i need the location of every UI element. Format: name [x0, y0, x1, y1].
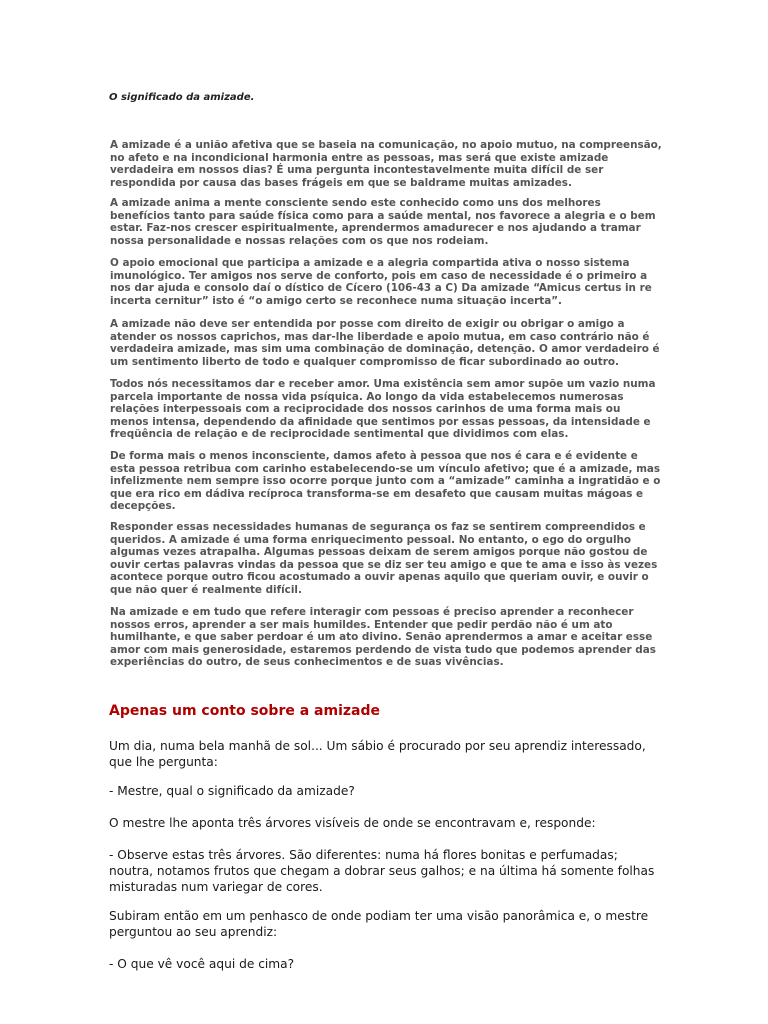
story-heading: Apenas um conto sobre a amizade	[109, 703, 380, 719]
paragraph-4: A amizade não deve ser entendida por posse com direito de exigir ou obrigar o amigo a atender os nossos caprichos, mas dar-lhe liberdade e apoio mutua, em caso contrário não é verdadeira amizade, mas sim uma combinação de dominação, detenção. O amor verdadeiro é um sentimento liberto de todo e qualquer compromisso de ficar subordinado ao outro.	[110, 318, 660, 368]
paragraph-1: A amizade é a união afetiva que se baseia na comunicação, no apoio mutuo, na compreensão, no afeto e na incondicional harmonia entre as pessoas, mas será que existe amizade verdadeira em nossos dias? É uma pergunta incontestavelmente muita difícil de ser respondida por causa das bases frágeis em que se baldrame muitas amizades.	[110, 139, 662, 189]
paragraph-3: O apoio emocional que participa a amizade e a alegria compartida ativa o nosso sistema imunológico. Ter amigos nos serve de conforto, pois em caso de necessidade é o primeiro a nos dar ajuda e consolo daí o dístico de Cícero (106-43 a C) Da amizade “Amicus certus in re incerta cernitur” isto é “o amigo certo se reconhece numa situação incerta”.	[110, 257, 652, 307]
story-paragraph-6: - O que vê você aqui de cima?	[109, 957, 295, 971]
story-paragraph-4: - Observe estas três árvores. São diferentes: numa há flores bonitas e perfumadas; noutra, notamos frutos que chegam a dobrar seus galhos; e na última há somente folhas misturadas num variegar de cores.	[109, 848, 655, 895]
paragraph-7: Responder essas necessidades humanas de segurança os faz se sentirem compreendidos e queridos. A amizade é uma forma enriquecimento pessoal. No entanto, o ego do orgulho algumas vezes atrapalha. Algumas pessoas deixam de serem amigos porque não gostou de ouvir certas palavras vindas da pessoa que se diz ser teu amigo e que te ama e isso às vezes acontece porque outro ficou acostumado a ouvir apenas aquilo que queriam ouvir, e ouvir o que não quer é realmente difícil.	[110, 521, 658, 596]
story-paragraph-3: O mestre lhe aponta três árvores visíveis de onde se encontravam e, responde:	[109, 816, 596, 830]
story-paragraph-2: - Mestre, qual o significado da amizade?	[109, 784, 355, 798]
paragraph-2: A amizade anima a mente consciente sendo este conhecido como uns dos melhores benefícios tanto para saúde física como para a saúde mental, nos favorece a alegria e o bem estar. Faz-nos crescer espiritualmente, aprendermos amadurecer e nos ajudando a tramar nossa personalidade e nossas relações com os que nos rodeiam.	[110, 197, 656, 247]
paragraph-5: Todos nós necessitamos dar e receber amor. Uma existência sem amor supõe um vazio numa parcela importante de nossa vida psíquica. Ao longo da vida estabelecemos numerosas relações interpessoais com a reciprocidade dos nossos carinhos de uma forma mais ou menos intensa, dependendo da afinidade que sentimos por essas pessoas, da intensidade e freqüência de relação e de reciprocidade sentimental que dividimos com elas.	[110, 378, 656, 441]
document-title: O significado da amizade.	[109, 92, 255, 103]
paragraph-6: De forma mais o menos inconsciente, damos afeto à pessoa que nos é cara e é evidente e esta pessoa retribua com carinho estabelecendo-se um vínculo afetivo; que é a amizade, mas infelizmente nem sempre isso ocorre porque junto com a “amizade” caminha a ingratidão e o que era rico em dádiva recíproca transforma-se em desafeto que causam muitas mágoas e decepções.	[110, 450, 661, 513]
paragraph-8: Na amizade e em tudo que refere interagir com pessoas é preciso aprender a reconhecer nossos erros, aprender a ser mais humildes. Entender que pedir perdão não é um ato humilhante, e que saber perdoar é um ato divino. Senão aprendermos a amar e aceitar esse amor com mais generosidade, estaremos perdendo de vista tudo que podemos aprender das experiências do outro, de seus conhecimentos e de suas vivências.	[110, 606, 656, 669]
story-paragraph-5: Subiram então em um penhasco de onde podiam ter uma visão panorâmica e, o mestre perguntou ao seu aprendiz:	[109, 909, 649, 940]
story-paragraph-1: Um dia, numa bela manhã de sol... Um sábio é procurado por seu aprendiz interessado, que lhe pergunta:	[109, 739, 646, 770]
